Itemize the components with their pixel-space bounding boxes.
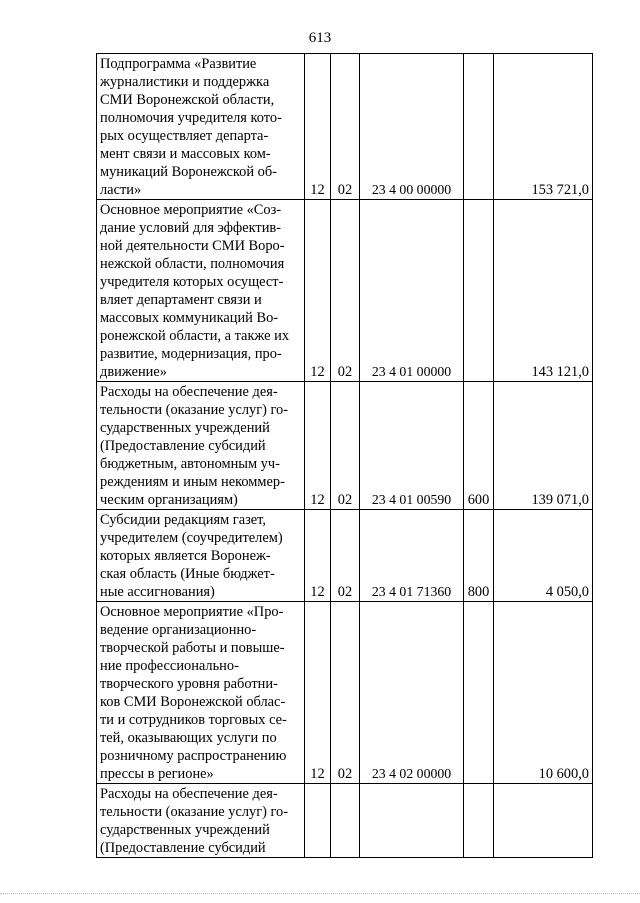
section-code-cell: 12	[305, 54, 331, 200]
table-row	[97, 510, 593, 602]
amount-cell: 153 721,0	[494, 54, 593, 200]
amount-cell: 143 121,0	[494, 200, 593, 382]
row-name-line: дание условий для эффектив-	[100, 220, 281, 236]
table-row	[97, 784, 593, 858]
row-name-line: полномочия учредителя кото-	[100, 110, 282, 126]
row-name-cell	[97, 382, 305, 510]
row-name-line: ной деятельности СМИ Воро-	[100, 238, 285, 254]
amount-cell: 4 050,0	[494, 510, 593, 602]
amount-cell	[494, 784, 593, 858]
target-article-cell: 23 4 01 00000	[360, 200, 464, 382]
table-row	[97, 54, 593, 200]
row-name-line: ведение организационно-	[100, 622, 257, 638]
row-name-line: которых является Воронеж-	[100, 548, 271, 564]
row-name-line: тельности (оказание услуг) го-	[100, 804, 289, 820]
row-name-line: тей, оказывающих услуги по	[100, 730, 277, 746]
expense-type-cell	[464, 200, 494, 382]
row-name-line: мент связи и массовых ком-	[100, 146, 271, 162]
row-name-line: Подпрограмма «Развитие	[100, 56, 257, 72]
row-name-cell	[97, 510, 305, 602]
expense-type-cell: 800	[464, 510, 494, 602]
target-article-cell: 23 4 01 00590	[360, 382, 464, 510]
row-name-line: рых осуществляет департа-	[100, 128, 269, 144]
target-article-cell: 23 4 02 00000	[360, 602, 464, 784]
row-name-cell	[97, 784, 305, 858]
row-name-line: ные ассигнования)	[100, 584, 215, 600]
row-name-line: (Предоставление субсидий	[100, 438, 266, 454]
row-name-line: Субсидии редакциям газет,	[100, 512, 266, 528]
row-name-line: учредителем (соучредителем)	[100, 530, 283, 546]
row-name-line: Основное мероприятие «Про-	[100, 604, 284, 620]
row-name-line: нежской области, полномочия	[100, 256, 285, 272]
budget-table	[96, 53, 593, 858]
row-name-line: реждениям и иным некоммер-	[100, 474, 285, 490]
row-name-line: бюджетным, автономным уч-	[100, 456, 280, 472]
row-name-line: Основное мероприятие «Соз-	[100, 202, 282, 218]
subsection-code-cell: 02	[331, 510, 360, 602]
section-code-cell	[305, 784, 331, 858]
section-code-cell: 12	[305, 200, 331, 382]
row-name-line: творческой работы и повыше-	[100, 640, 285, 656]
row-name-cell	[97, 602, 305, 784]
row-name-line: ласти»	[100, 182, 142, 198]
row-name-line: СМИ Воронежской области,	[100, 92, 275, 108]
row-name-line: Расходы на обеспечение дея-	[100, 786, 278, 802]
subsection-code-cell: 02	[331, 200, 360, 382]
target-article-cell	[360, 784, 464, 858]
row-name-line: (Предоставление субсидий	[100, 840, 266, 856]
row-name-line: учредителя которых осущест-	[100, 274, 284, 290]
target-article-cell: 23 4 00 00000	[360, 54, 464, 200]
row-name-line: сударственных учреждений	[100, 822, 270, 838]
table-row	[97, 602, 593, 784]
row-name-cell	[97, 54, 305, 200]
row-name-line: ние профессионально-	[100, 658, 239, 674]
row-name-line: ков СМИ Воронежской облас-	[100, 694, 286, 710]
expense-type-cell	[464, 54, 494, 200]
row-name-line: тельности (оказание услуг) го-	[100, 402, 289, 418]
expense-type-cell	[464, 784, 494, 858]
row-name-line: движение»	[100, 364, 167, 380]
row-name-line: Расходы на обеспечение дея-	[100, 384, 278, 400]
subsection-code-cell	[331, 784, 360, 858]
target-article-cell: 23 4 01 71360	[360, 510, 464, 602]
row-name-line: журналистики и поддержка	[100, 74, 270, 90]
row-name-line: ронежской области, а также их	[100, 328, 290, 344]
row-name-line: муникаций Воронежской об-	[100, 164, 277, 180]
row-name-line: творческого уровня работни-	[100, 676, 278, 692]
row-name-line: прессы в регионе»	[100, 766, 214, 782]
table-row	[97, 382, 593, 510]
row-name-line: вляет департамент связи и	[100, 292, 262, 308]
amount-cell: 10 600,0	[494, 602, 593, 784]
section-code-cell: 12	[305, 510, 331, 602]
amount-cell: 139 071,0	[494, 382, 593, 510]
row-name-cell	[97, 200, 305, 382]
row-name-line: ская область (Иные бюджет-	[100, 566, 275, 582]
table-row	[97, 200, 593, 382]
subsection-code-cell: 02	[331, 382, 360, 510]
scan-edge-line	[0, 893, 640, 895]
row-name-line: развитие, модернизация, про-	[100, 346, 282, 362]
row-name-line: массовых коммуникаций Во-	[100, 310, 279, 326]
row-name-line: розничному распространению	[100, 748, 287, 764]
row-name-line: сударственных учреждений	[100, 420, 270, 436]
expense-type-cell	[464, 602, 494, 784]
subsection-code-cell: 02	[331, 54, 360, 200]
row-name-line: ческим организациям)	[100, 492, 238, 508]
subsection-code-cell: 02	[331, 602, 360, 784]
expense-type-cell: 600	[464, 382, 494, 510]
section-code-cell: 12	[305, 382, 331, 510]
page-number: 613	[308, 30, 332, 46]
section-code-cell: 12	[305, 602, 331, 784]
table-body	[97, 54, 593, 858]
row-name-line: ти и сотрудников торговых се-	[100, 712, 287, 728]
